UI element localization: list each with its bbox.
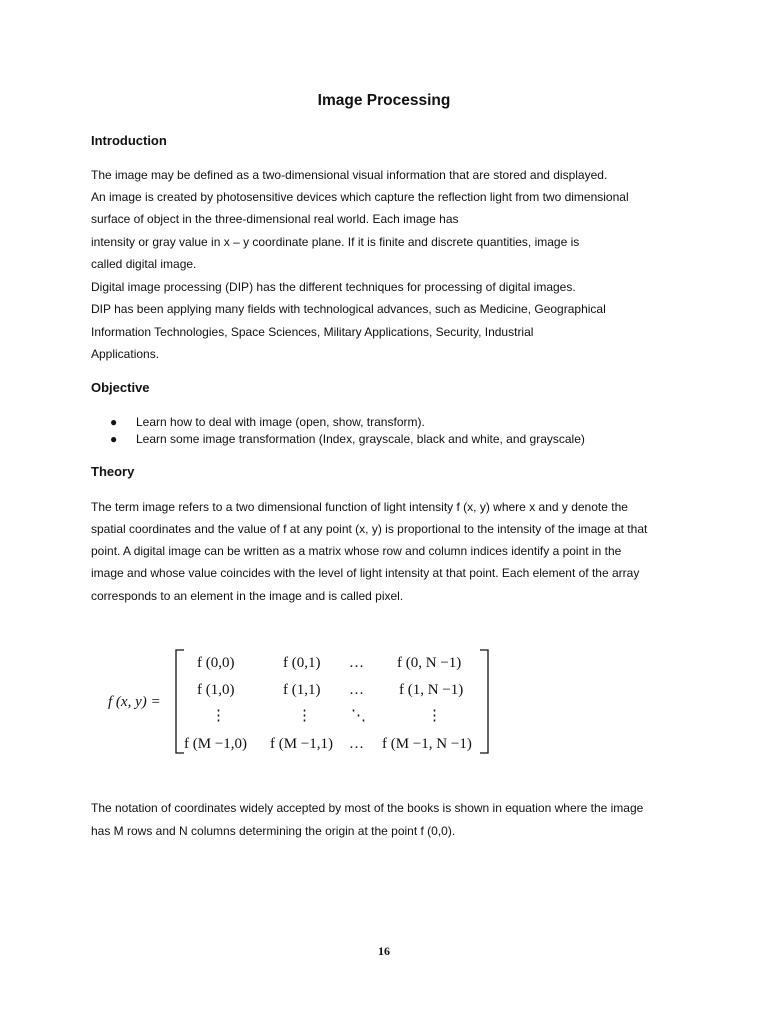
matrix-cell: f (M −1, N −1) [382,736,472,752]
objective-bullet-1: Learn how to deal with image (open, show, transform). [136,415,425,429]
matrix-cell: f (1,0) [197,682,235,698]
matrix-cell: f (0, N −1) [397,655,462,671]
matrix-cell: ⋮ [427,708,442,724]
matrix-cell: f (M −1,0) [184,736,248,752]
intro-line-7: DIP has been applying many fields with technological advances, such as Medicine, Geographical [91,302,606,316]
intro-line-4: intensity or gray value in x – y coordinate plane. If it is finite and discrete quantities, image is [91,235,580,249]
intro-line-1: The image may be defined as a two-dimensional visual information that are stored and displayed. [91,168,608,182]
matrix-equation [100,640,500,760]
bullet-marker: ● [110,415,118,429]
matrix-cell: f (M −1,1) [270,736,334,752]
objective-bullet-2: Learn some image transformation (Index, grayscale, black and white, and grayscale) [136,432,585,446]
theory-heading: Theory [91,464,135,479]
objective-heading: Objective [91,380,150,395]
equation-lhs: f (x, y) = [108,694,161,710]
intro-line-8: Information Technologies, Space Sciences, Military Applications, Security, Industrial [91,325,534,339]
intro-line-5: called digital image. [91,257,197,271]
matrix-cell: … [349,655,364,671]
theory-line-3: point. A digital image can be written as a matrix whose row and column indices identify a point in the [91,544,622,558]
intro-line-9: Applications. [91,347,160,361]
intro-line-2: An image is created by photosensitive devices which capture the reflection light from two dimensional [91,190,629,204]
matrix-cell: … [349,736,364,752]
intro-line-6: Digital image processing (DIP) has the different techniques for processing of digital images. [91,280,576,294]
introduction-heading: Introduction [91,133,167,148]
page-title: Image Processing [317,92,451,109]
left-bracket [176,650,184,753]
notation-line-1: The notation of coordinates widely accepted by most of the books is shown in equation where the image [91,801,644,815]
page-number: 16 [378,944,390,958]
matrix-cell: ⋮ [297,708,312,724]
matrix-cell: … [349,682,364,698]
matrix-cell: f (0,0) [197,655,235,671]
notation-line-2: has M rows and N columns determining the origin at the point f (0,0). [91,824,456,838]
matrix-cell: f (0,1) [283,655,321,671]
intro-line-3: surface of object in the three-dimensional real world. Each image has [91,212,459,226]
theory-line-1: The term image refers to a two dimensional function of light intensity f (x, y) where x and y denote the [91,500,628,514]
matrix-cell: ⋮ [211,708,226,724]
matrix-cell: f (1,1) [283,682,321,698]
matrix-cell: ⋱ [351,708,366,724]
bullet-marker: ● [110,432,118,446]
matrix-cell: f (1, N −1) [399,682,464,698]
theory-line-5: corresponds to an element in the image and is called pixel. [91,589,404,603]
theory-line-4: image and whose value coincides with the level of light intensity at that point. Each element of the array [91,566,640,580]
theory-line-2: spatial coordinates and the value of f at any point (x, y) is proportional to the intensity of the image at that [91,522,648,536]
right-bracket [480,650,488,753]
